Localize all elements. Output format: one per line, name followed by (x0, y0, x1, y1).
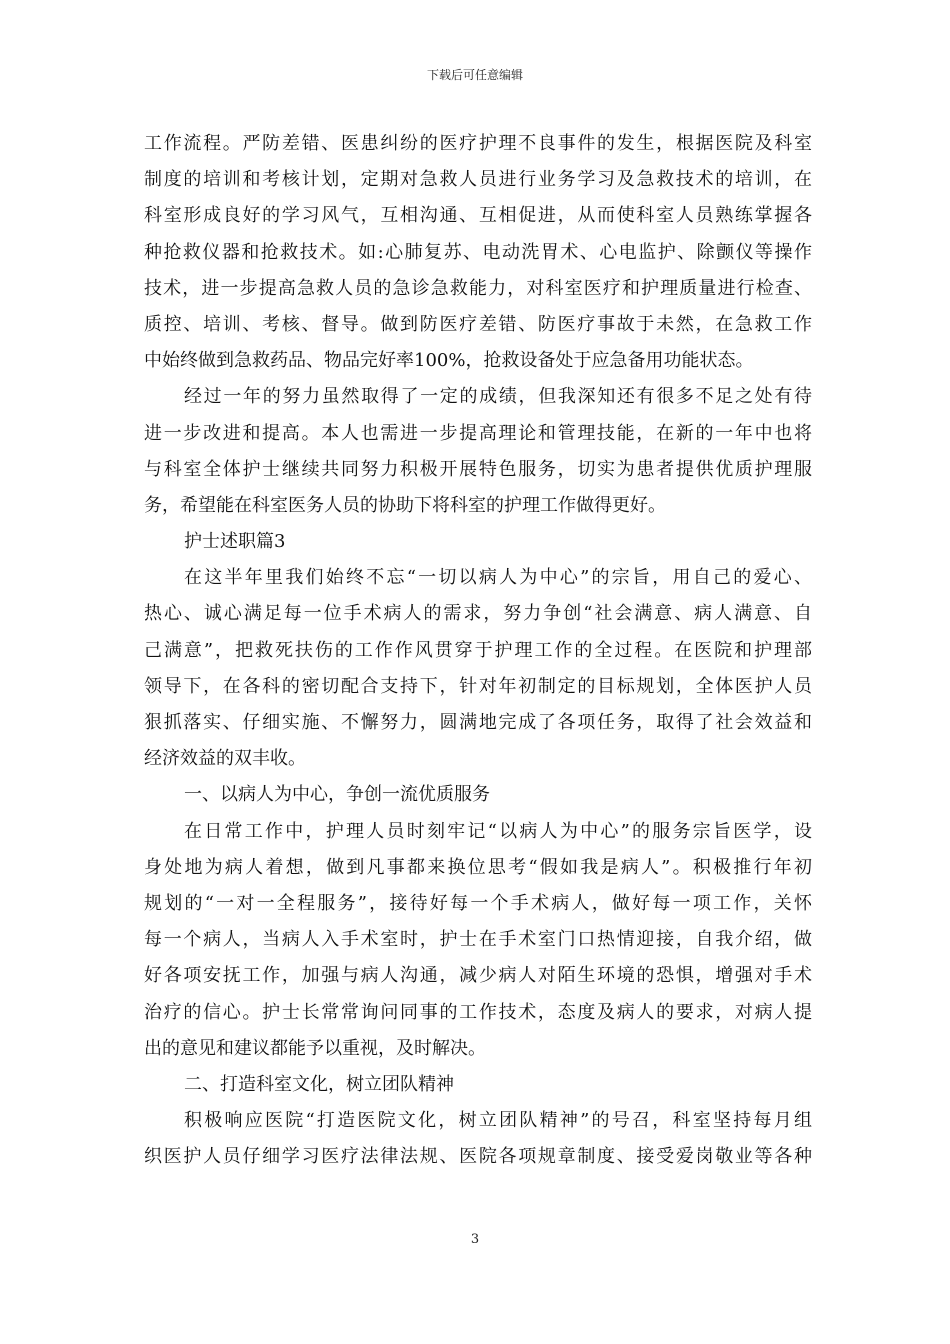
text-line: 出的意见和建议都能予以重视，及时解决。 (144, 1037, 486, 1059)
heading-text: 护士述职篇3 (184, 531, 286, 553)
text-line: 在这半年里我们始终不忘“一切以病人为中心”的宗旨，用自己的爱心、 (184, 567, 812, 589)
text-line: 与科室全体护士继续共同努力积极开展特色服务，切实为患者提供优质护理服 (144, 458, 812, 480)
subheading (144, 777, 812, 813)
page-number: 3 (470, 1232, 480, 1247)
document-body (144, 126, 812, 1175)
text-line: 每一个病人，当病人入手术室时，护士在手术室门口热情迎接，自我介绍，做 (144, 929, 812, 951)
paragraph (144, 126, 812, 379)
text-line: 务，希望能在科室医务人员的协助下将科室的护理工作做得更好。 (144, 494, 666, 516)
text-line: 科室形成良好的学习风气，互相沟通、互相促进，从而使科室人员熟练掌握各 (144, 205, 812, 227)
paragraph (144, 1103, 812, 1175)
text-line: 技术，进一步提高急救人员的急诊急救能力，对科室医疗和护理质量进行检查、 (144, 277, 812, 299)
text-line: 在日常工作中，护理人员时刻牢记“以病人为中心”的服务宗旨医学，设 (184, 820, 812, 842)
text-line: 治疗的信心。护士长常常询问同事的工作技术，态度及病人的要求，对病人提 (144, 1001, 812, 1023)
text-line: 织医护人员仔细学习医疗法律法规、医院各项规章制度、接受爱岗敬业等各种 (144, 1146, 812, 1168)
text-line: 规划的“一对一全程服务”，接待好每一个手术病人，做好每一项工作，关怀 (144, 892, 812, 914)
text-line: 工作流程。严防差错、医患纠纷的医疗护理不良事件的发生，根据医院及科室 (144, 133, 812, 154)
text-line: 进一步改进和提高。本人也需进一步提高理论和管理技能，在新的一年中也将 (144, 422, 812, 444)
subheading (144, 1067, 812, 1103)
text-line: 热心、诚心满足每一位手术病人的需求，努力争创“社会满意、病人满意、自 (144, 603, 812, 625)
text-line: 中始终做到急救药品、物品完好率100%，抢救设备处于应急备用功能状态。 (144, 350, 754, 372)
text-line: 身处地为病人着想，做到凡事都来换位思考“假如我是病人”。积极推行年初 (144, 856, 812, 878)
heading-text: 一、以病人为中心，争创一流优质服务 (184, 784, 490, 806)
text-line: 积极响应医院“打造医院文化，树立团队精神”的号召，科室坚持每月组 (184, 1110, 812, 1132)
text-line: 好各项安抚工作，加强与病人沟通，减少病人对陌生环境的恐惧，增强对手术 (144, 965, 812, 987)
text-line: 己满意”，把救死扶伤的工作作风贯穿于护理工作的全过程。在医院和护理部 (144, 639, 812, 661)
paragraph (144, 560, 812, 777)
text-line: 领导下，在各科的密切配合支持下，针对年初制定的目标规划，全体医护人员 (144, 675, 812, 697)
paragraph (144, 379, 812, 524)
text-line: 制度的培训和考核计划，定期对急救人员进行业务学习及急救技术的培训，在 (144, 169, 812, 191)
text-line: 经济效益的双丰收。 (144, 748, 306, 770)
text-line: 质控、培训、考核、督导。做到防医疗差错、防医疗事故于未然，在急救工作 (144, 313, 812, 335)
text-line: 种抢救仪器和抢救技术。如:心肺复苏、电动洗胃术、心电监护、除颤仪等操作 (144, 241, 812, 263)
text-line: 经过一年的努力虽然取得了一定的成绩，但我深知还有很多不足之处有待 (184, 386, 812, 408)
section-heading (144, 524, 812, 560)
text-line: 狠抓落实、仔细实施、不懈努力，圆满地完成了各项任务，取得了社会效益和 (144, 712, 812, 733)
page-header: 下载后可任意编辑 (426, 68, 523, 82)
paragraph (144, 814, 812, 1067)
heading-text: 二、打造科室文化，树立团队精神 (184, 1073, 454, 1095)
